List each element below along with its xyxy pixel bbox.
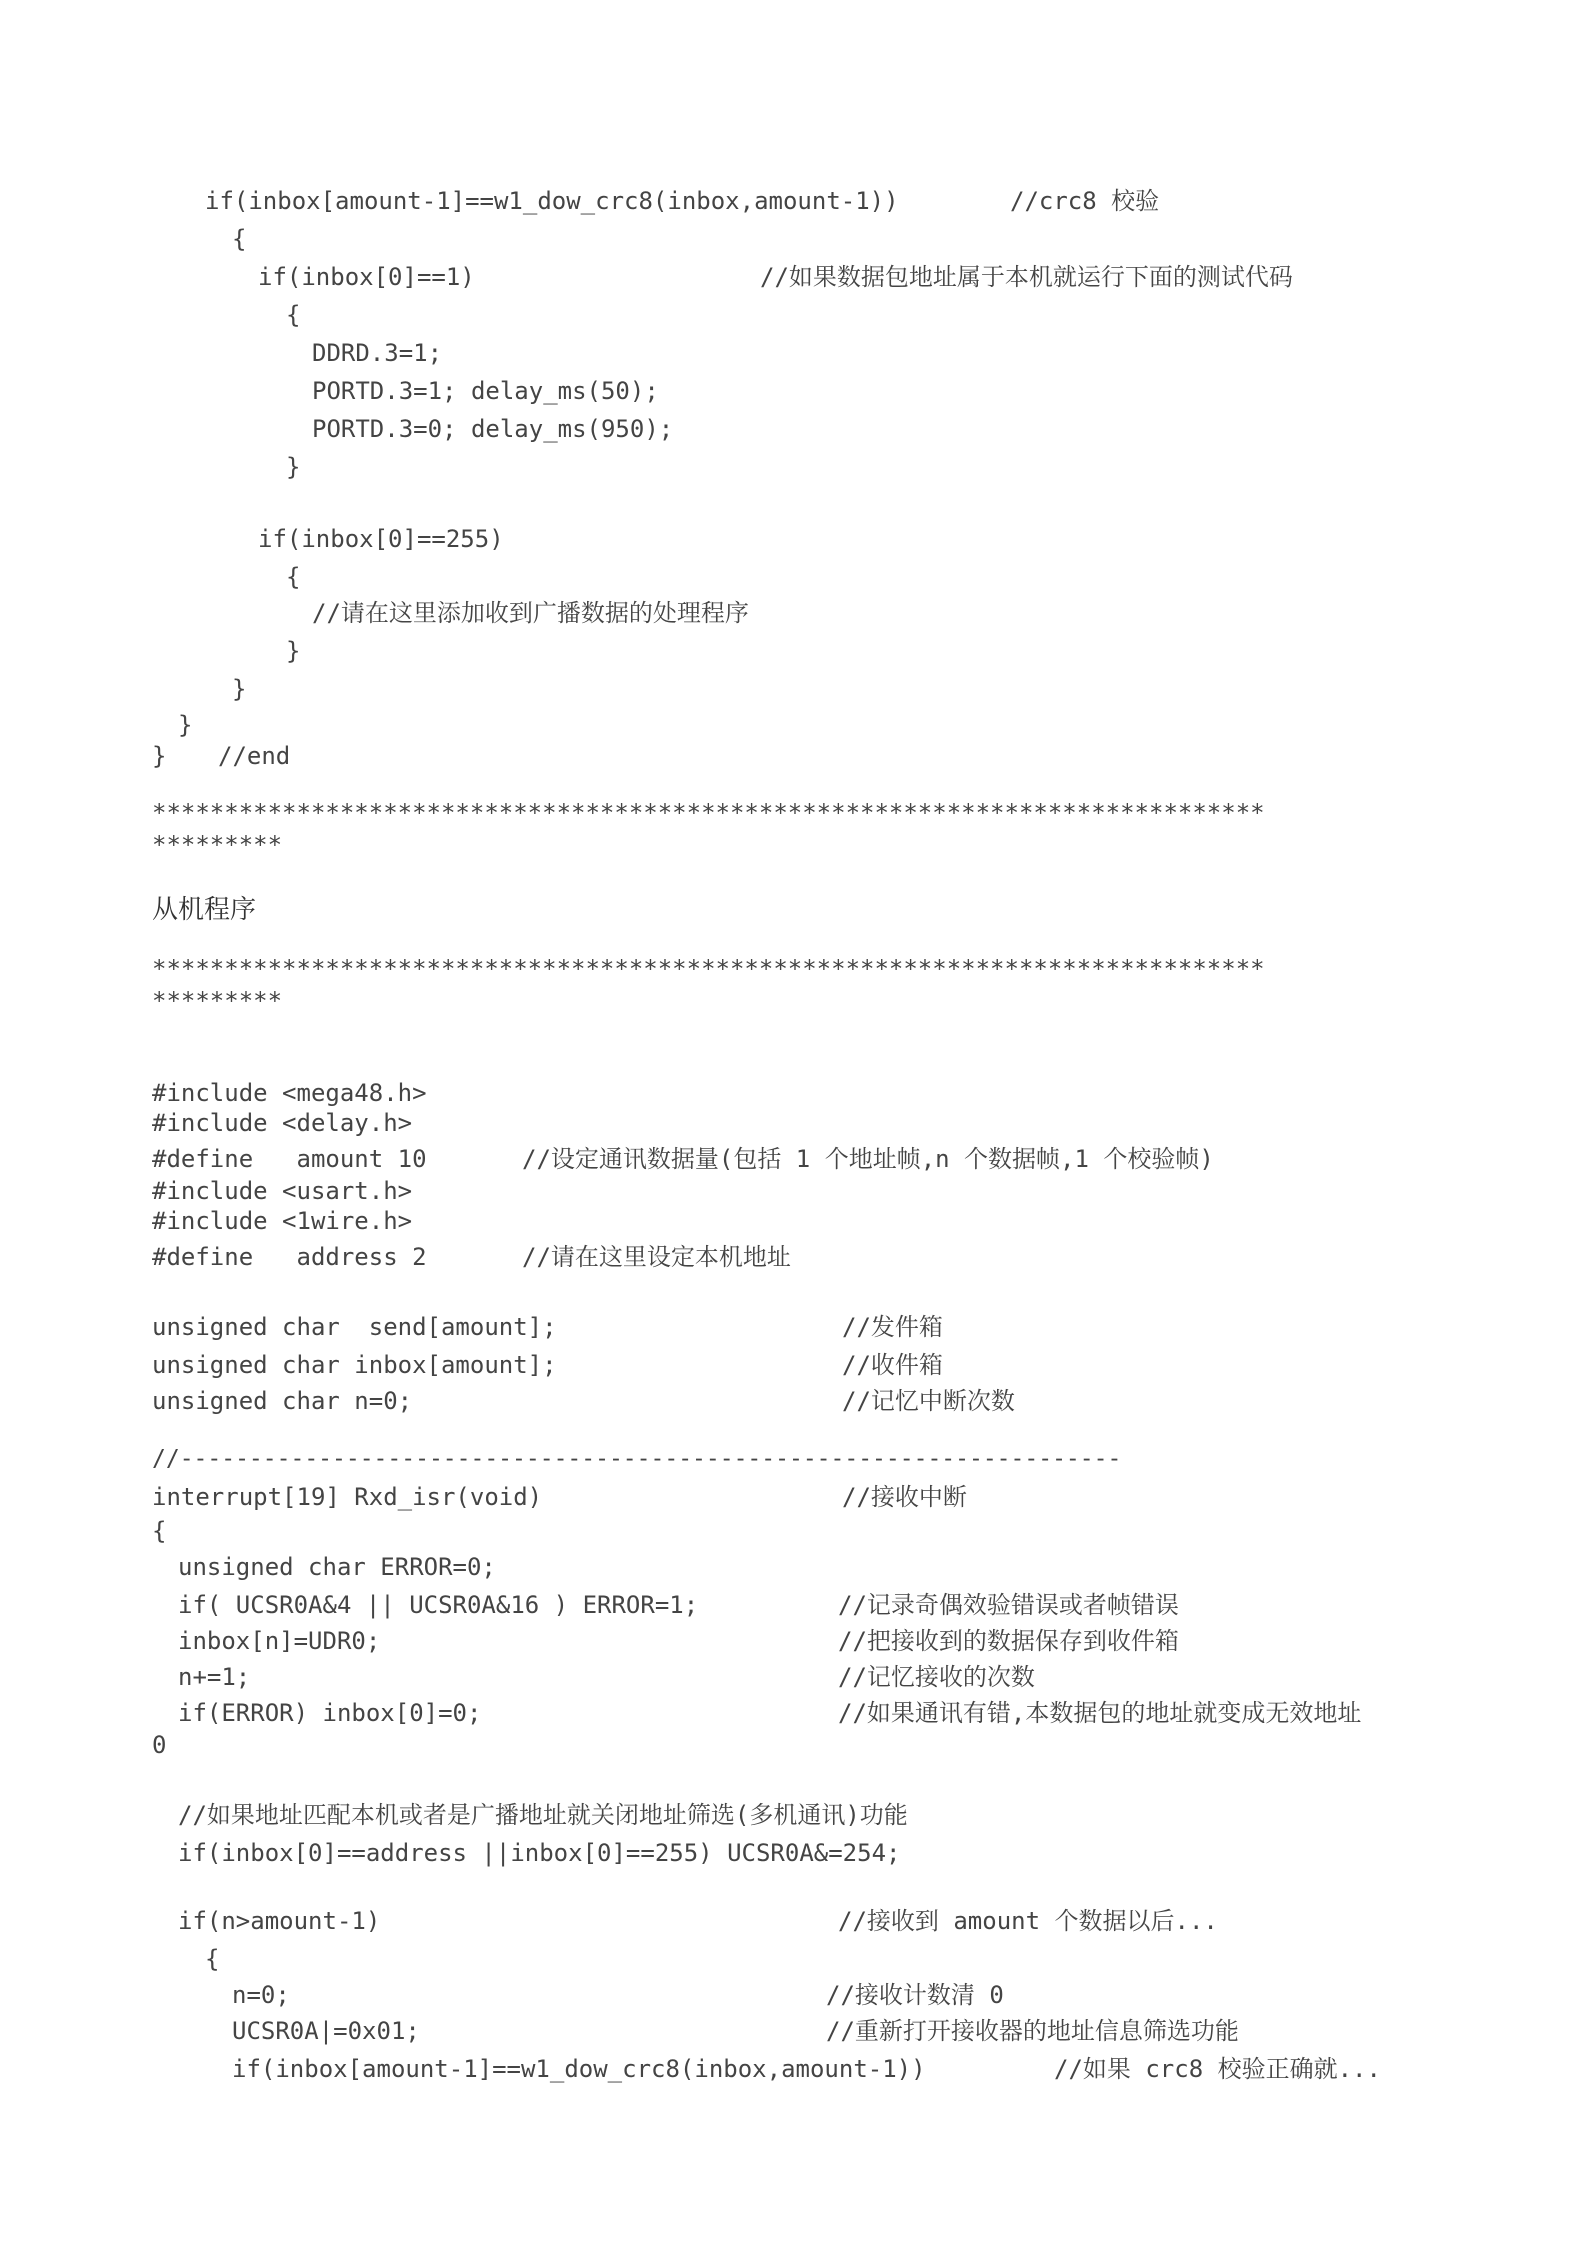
code-comment [842,1312,943,1342]
code-comment [842,1386,1015,1416]
comment-text: //收件箱 [842,1351,943,1379]
code-line [152,1242,427,1272]
code-text: #define amount 10 [152,1145,427,1173]
code-line [152,1176,412,1206]
comment-text: //请在这里添加收到广播数据的处理程序 [312,599,749,627]
code-line [178,1662,250,1692]
code-line [152,1312,557,1342]
comment-text: //接收到 amount 个数据以后... [838,1907,1218,1935]
code-line [152,1350,557,1380]
code-line [152,1108,412,1138]
code-text: if(inbox[amount-1]==w1_dow_crc8(inbox,amount-1)) [232,2055,926,2083]
code-text: inbox[n]=UDR0; [178,1627,381,1655]
comment-text: //crc8 校验 [1010,187,1160,215]
section-title [152,894,256,926]
code-text: { [286,563,301,591]
code-comment [826,1980,1004,2010]
code-line [178,1838,900,1868]
separator-line [152,830,282,860]
code-text: unsigned char inbox[amount]; [152,1351,557,1379]
code-line [258,524,504,554]
code-text: } [152,742,167,770]
code-text: { [286,301,301,329]
code-line [232,1980,290,2010]
code-text: { [205,1945,220,1973]
code-line [152,1144,427,1174]
code-text: interrupt[19] Rxd_isr(void) [152,1483,543,1511]
code-text: } [232,675,247,703]
code-line [178,1552,496,1582]
comment-text: //end [218,742,291,770]
code-text: #include <1wire.h> [152,1207,413,1235]
comment-text: //如果通讯有错,本数据包的地址就变成无效地址 [838,1699,1362,1727]
code-line [152,1078,427,1108]
code-line [232,224,246,254]
code-text: #include <delay.h> [152,1109,413,1137]
comment-text: //请在这里设定本机地址 [522,1243,791,1271]
code-comment [838,1590,1179,1620]
code-line [312,376,659,406]
code-line [312,414,673,444]
code-comment [178,1800,908,1830]
code-text: unsigned char ERROR=0; [178,1553,496,1581]
code-line [152,1730,166,1760]
code-line [152,1206,412,1236]
code-text: if(inbox[0]==address ||inbox[0]==255) UCSR0A&=254; [178,1839,901,1867]
code-line [178,710,192,740]
code-comment [1054,2054,1381,2084]
code-text: if(inbox[amount-1]==w1_dow_crc8(inbox,amount-1)) [205,187,899,215]
code-line [205,1944,219,1974]
code-text: UCSR0A|=0x01; [232,2017,420,2045]
code-line [152,741,166,771]
code-line [152,1516,166,1546]
code-text: unsigned char n=0; [152,1387,413,1415]
code-text: { [152,1517,167,1545]
divider-comment [152,1444,1121,1474]
code-line [286,562,300,592]
code-comment [838,1626,1179,1656]
section-title-text: 从机程序 [152,895,257,925]
code-text: #include <usart.h> [152,1177,413,1205]
code-text: //-------------------------------------------------------------------- [152,1446,1122,1472]
code-line [232,2054,926,2084]
comment-text: //记忆接收的次数 [838,1663,1035,1691]
code-comment [842,1350,943,1380]
code-text: DDRD.3=1; [312,339,443,367]
separator-text: ********* [152,831,283,859]
separator-line [152,798,1265,828]
code-line [152,1386,412,1416]
separator-text: ***************************************************************************** [152,799,1265,827]
code-text: } [286,637,301,665]
comment-text: //接收计数清 0 [826,1981,1004,2009]
comment-text: //设定通讯数据量(包括 1 个地址帧,n 个数据帧,1 个校验帧) [522,1145,1214,1173]
code-line [286,636,300,666]
code-text: PORTD.3=0; delay_ms(950); [312,415,674,443]
separator-text: ********* [152,987,283,1015]
separator-text: ***************************************************************************** [152,955,1265,983]
code-text: n+=1; [178,1663,251,1691]
code-text: unsigned char send[amount]; [152,1313,557,1341]
code-text: n=0; [232,1981,290,2009]
separator-line [152,986,282,1016]
code-comment [522,1144,1214,1174]
code-line [312,338,442,368]
comment-text: //记录奇偶效验错误或者帧错误 [838,1591,1179,1619]
code-line [258,262,475,292]
code-line [232,674,246,704]
code-line [286,300,300,330]
comment-text: //把接收到的数据保存到收件箱 [838,1627,1179,1655]
code-line [178,1590,698,1620]
code-text: } [178,711,193,739]
comment-text: //如果地址匹配本机或者是广播地址就关闭地址筛选(多机通讯)功能 [178,1801,908,1829]
code-line [232,2016,420,2046]
code-line [178,1626,380,1656]
code-comment [218,741,290,771]
code-line [152,1482,542,1512]
code-comment [838,1698,1361,1728]
separator-line [152,954,1265,984]
comment-text: //如果数据包地址属于本机就运行下面的测试代码 [760,263,1293,291]
code-comment [842,1482,967,1512]
code-comment [312,598,749,628]
code-text: 0 [152,1731,167,1759]
code-comment [760,262,1293,292]
code-line [205,186,899,216]
code-comment [522,1242,791,1272]
comment-text: //记忆中断次数 [842,1387,1015,1415]
code-text: if(n>amount-1) [178,1907,381,1935]
code-text: #define address 2 [152,1243,427,1271]
code-text: } [286,453,301,481]
code-text: PORTD.3=1; delay_ms(50); [312,377,659,405]
code-text: if( UCSR0A&4 || UCSR0A&16 ) ERROR=1; [178,1591,699,1619]
code-text: { [232,225,247,253]
code-text: if(inbox[0]==255) [258,525,504,553]
code-text: if(ERROR) inbox[0]=0; [178,1699,482,1727]
code-comment [838,1662,1035,1692]
code-comment [838,1906,1218,1936]
comment-text: //接收中断 [842,1483,967,1511]
comment-text: //重新打开接收器的地址信息筛选功能 [826,2017,1239,2045]
code-line [178,1698,481,1728]
code-text: #include <mega48.h> [152,1079,427,1107]
code-line [286,452,300,482]
comment-text: //如果 crc8 校验正确就... [1054,2055,1381,2083]
code-comment [826,2016,1239,2046]
code-line [178,1906,380,1936]
comment-text: //发件箱 [842,1313,943,1341]
code-comment [1010,186,1159,216]
code-text: if(inbox[0]==1) [258,263,475,291]
